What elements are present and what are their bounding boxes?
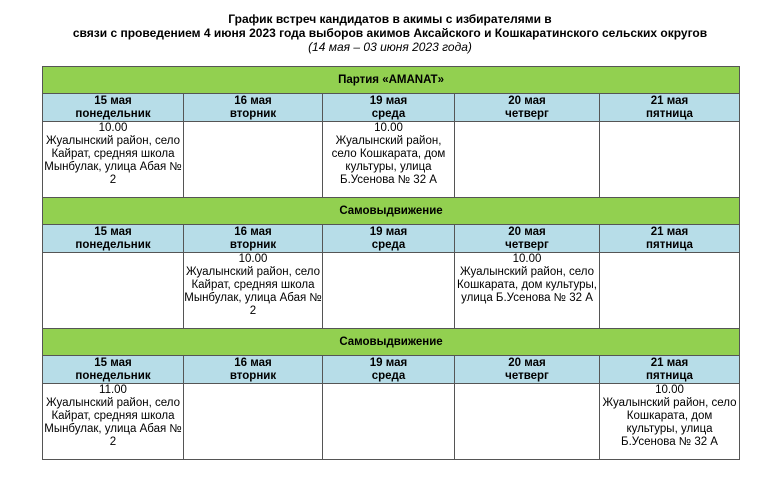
day-date: 16 мая [234, 356, 272, 369]
day-date: 19 мая [369, 225, 408, 238]
day-date: 20 мая [508, 94, 546, 107]
meeting-time: 10.00 [374, 122, 403, 134]
day-weekday: четверг [505, 238, 549, 251]
section-title: Самовыдвижение [43, 198, 740, 225]
day-date: 21 мая [650, 356, 689, 369]
day-weekday: вторник [229, 107, 277, 120]
meeting-location: Жуалынский район, село Кайрат, средняя школа Мынбулак, улица Абая № 2 [44, 397, 182, 448]
meeting-location: Жуалынский район, село Кайрат, средняя школа Мынбулак, улица Абая № 2 [184, 266, 322, 317]
schedule-cell [184, 384, 323, 460]
header-period: (14 мая – 03 июня 2023 года) [308, 40, 472, 54]
day-header-cell [323, 225, 455, 253]
meeting-location: Жуалынский район, село Кошкарата, дом культуры, улица Б.Усенова № 32 А [331, 135, 446, 186]
day-header-cell [600, 225, 740, 253]
schedule-cell [184, 253, 323, 329]
schedule-cell [323, 384, 455, 460]
day-weekday: вторник [229, 369, 277, 382]
schedule-cell [600, 384, 740, 460]
schedule-table [42, 66, 740, 460]
section-header-row [43, 329, 740, 356]
day-date: 21 мая [650, 94, 689, 107]
schedule-cell [455, 122, 600, 198]
schedule-row [43, 384, 740, 460]
day-date: 19 мая [369, 356, 408, 369]
day-header-cell [184, 94, 323, 122]
schedule-cell [323, 122, 455, 198]
section-title: Партия «AMANAT» [43, 67, 740, 94]
day-header-cell [323, 94, 455, 122]
day-header-cell [600, 356, 740, 384]
document-header [0, 12, 780, 54]
schedule-cell [600, 122, 740, 198]
meeting-location: Жуалынский район, село Кошкарата, дом культуры, улица Б.Усенова № 32 А [456, 266, 597, 304]
section-title: Самовыдвижение [43, 329, 740, 356]
section-header-row [43, 198, 740, 225]
day-header-cell [184, 225, 323, 253]
meeting-time: 10.00 [238, 253, 268, 265]
day-header-cell [184, 356, 323, 384]
schedule-cell [43, 253, 184, 329]
schedule-cell [455, 253, 600, 329]
day-header-row [43, 356, 740, 384]
meeting-time: 10.00 [512, 253, 542, 265]
day-weekday: понедельник [75, 369, 151, 382]
day-weekday: пятница [646, 369, 693, 382]
day-weekday: четверг [505, 107, 549, 120]
day-date: 20 мая [508, 225, 546, 238]
day-weekday: пятница [646, 107, 693, 120]
day-date: 15 мая [94, 356, 132, 369]
day-header-cell [43, 356, 184, 384]
schedule-cell [184, 122, 323, 198]
day-date: 15 мая [94, 94, 132, 107]
schedule-cell [43, 384, 184, 460]
meeting-time: 10.00 [655, 384, 684, 396]
header-line-2: связи с проведением 4 июня 2023 года выборов акимов Аксайского и Кошкаратинского сельских округов [72, 26, 708, 40]
meeting-location: Жуалынский район, село Кошкарата, дом культуры, улица Б.Усенова № 32 А [602, 397, 737, 448]
day-header-cell [323, 356, 455, 384]
day-weekday: вторник [229, 238, 277, 251]
schedule-cell [43, 122, 184, 198]
day-weekday: понедельник [75, 238, 151, 251]
schedule-row [43, 253, 740, 329]
schedule-row [43, 122, 740, 198]
day-weekday: среда [371, 369, 406, 382]
schedule-cell [323, 253, 455, 329]
schedule-cell [600, 253, 740, 329]
header-line-1: График встреч кандидатов в акимы с избирателями в [228, 12, 552, 26]
schedule-cell [455, 384, 600, 460]
day-date: 20 мая [508, 356, 546, 369]
meeting-time: 10.00 [98, 122, 128, 134]
section-header-row [43, 67, 740, 94]
day-date: 21 мая [650, 225, 689, 238]
day-header-cell [43, 225, 184, 253]
day-weekday: среда [371, 107, 406, 120]
meeting-location: Жуалынский район, село Кайрат, средняя школа Мынбулак, улица Абая № 2 [44, 135, 182, 186]
day-header-row [43, 225, 740, 253]
day-weekday: пятница [646, 238, 693, 251]
day-header-cell [455, 225, 600, 253]
day-date: 16 мая [234, 94, 272, 107]
day-date: 16 мая [234, 225, 272, 238]
day-weekday: среда [371, 238, 406, 251]
day-header-cell [455, 94, 600, 122]
day-header-cell [455, 356, 600, 384]
meeting-time: 11.00 [99, 384, 127, 396]
day-date: 15 мая [94, 225, 132, 238]
day-weekday: четверг [505, 369, 549, 382]
day-header-row [43, 94, 740, 122]
day-weekday: понедельник [75, 107, 151, 120]
day-header-cell [600, 94, 740, 122]
day-date: 19 мая [369, 94, 408, 107]
day-header-cell [43, 94, 184, 122]
